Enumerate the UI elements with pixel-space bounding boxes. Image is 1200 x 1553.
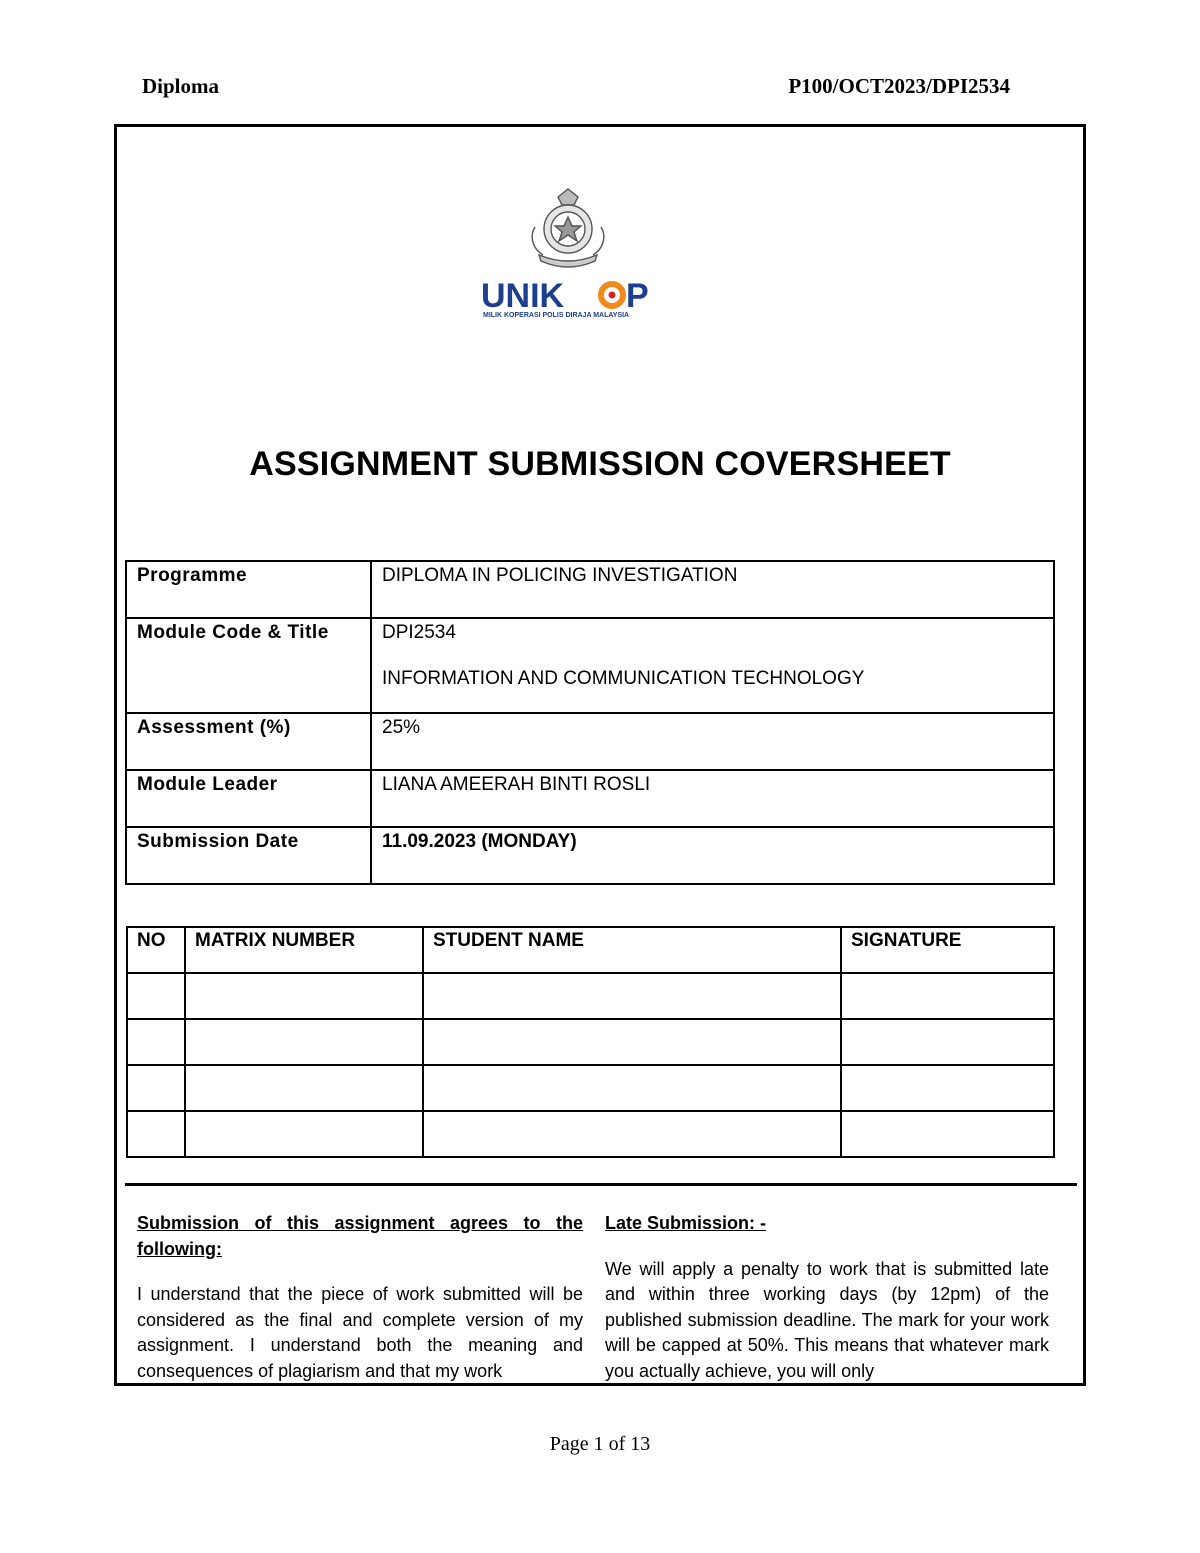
programme-value: DIPLOMA IN POLICING INVESTIGATION xyxy=(371,561,1054,618)
leader-label: Module Leader xyxy=(126,770,371,827)
assessment-row xyxy=(126,713,1054,770)
logo-tagline: MILIK KOPERASI POLIS DIRAJA MALAYSIA xyxy=(483,312,630,319)
agreement-heading: Submission of this assignment agrees to the following: xyxy=(137,1213,583,1259)
programme-label: Programme xyxy=(126,561,371,618)
module-label: Module Code & Title xyxy=(126,618,371,713)
logo-brand-text: UNIK xyxy=(481,277,565,315)
name-cell[interactable] xyxy=(423,973,841,1019)
name-cell[interactable] xyxy=(423,1019,841,1065)
logo-brand-tail: P xyxy=(626,277,649,315)
date-row xyxy=(126,827,1054,884)
col-matrix-number: MATRIX NUMBER xyxy=(185,927,423,973)
module-title: INFORMATION AND COMMUNICATION TECHNOLOGY xyxy=(382,668,865,689)
no-cell[interactable] xyxy=(127,973,185,1019)
table-row xyxy=(127,1065,1054,1111)
student-header-row xyxy=(127,927,1054,973)
agreement-section xyxy=(137,1211,583,1386)
date-value: 11.09.2023 (MONDAY) xyxy=(371,827,1054,884)
matrix-cell[interactable] xyxy=(185,1065,423,1111)
late-heading: Late Submission: - xyxy=(605,1213,767,1233)
name-cell[interactable] xyxy=(423,1065,841,1111)
assessment-label: Assessment (%) xyxy=(126,713,371,770)
matrix-cell[interactable] xyxy=(185,973,423,1019)
table-row xyxy=(127,1111,1054,1157)
logo-o-dot xyxy=(609,292,616,299)
no-cell[interactable] xyxy=(127,1065,185,1111)
assessment-value: 25% xyxy=(371,713,1054,770)
name-cell[interactable] xyxy=(423,1111,841,1157)
signature-cell[interactable] xyxy=(841,1111,1054,1157)
table-row xyxy=(127,973,1054,1019)
matrix-cell[interactable] xyxy=(185,1019,423,1065)
date-label: Submission Date xyxy=(126,827,371,884)
page-title: ASSIGNMENT SUBMISSION COVERSHEET xyxy=(249,445,951,483)
student-table xyxy=(126,926,1055,1158)
section-divider xyxy=(125,1183,1077,1186)
module-value xyxy=(371,618,1054,713)
agreement-body: I understand that the piece of work submitted will be considered as the final and complete version of my assignment. I understand both the meaning and consequences of plagiarism and that my work xyxy=(137,1284,583,1381)
header-right-code: P100/OCT2023/DPI2534 xyxy=(788,74,1010,98)
col-student-name: STUDENT NAME xyxy=(423,927,841,973)
matrix-cell[interactable] xyxy=(185,1111,423,1157)
programme-row xyxy=(126,561,1054,618)
cover-frame xyxy=(114,124,1086,1386)
page-number: Page 1 of 13 xyxy=(549,1433,651,1455)
col-no: NO xyxy=(127,927,185,973)
module-code: DPI2534 xyxy=(382,622,456,643)
table-row xyxy=(127,1019,1054,1065)
header-left-text: Diploma xyxy=(142,74,220,98)
late-body: We will apply a penalty to work that is submitted late and within three working days (by 12pm) of the published submission deadline. The mark for your work will be capped at 50%. This means that whatever mark you actually achieve, you will only xyxy=(605,1258,1049,1381)
no-cell[interactable] xyxy=(127,1019,185,1065)
police-crest-icon xyxy=(532,189,604,267)
module-row xyxy=(126,618,1054,713)
module-info-table xyxy=(125,560,1055,885)
signature-cell[interactable] xyxy=(841,973,1054,1019)
unikop-logo xyxy=(473,185,663,319)
col-signature: SIGNATURE xyxy=(841,927,1054,973)
leader-value: LIANA AMEERAH BINTI ROSLI xyxy=(371,770,1054,827)
late-submission-section xyxy=(605,1211,1049,1386)
signature-cell[interactable] xyxy=(841,1065,1054,1111)
leader-row xyxy=(126,770,1054,827)
signature-cell[interactable] xyxy=(841,1019,1054,1065)
no-cell[interactable] xyxy=(127,1111,185,1157)
